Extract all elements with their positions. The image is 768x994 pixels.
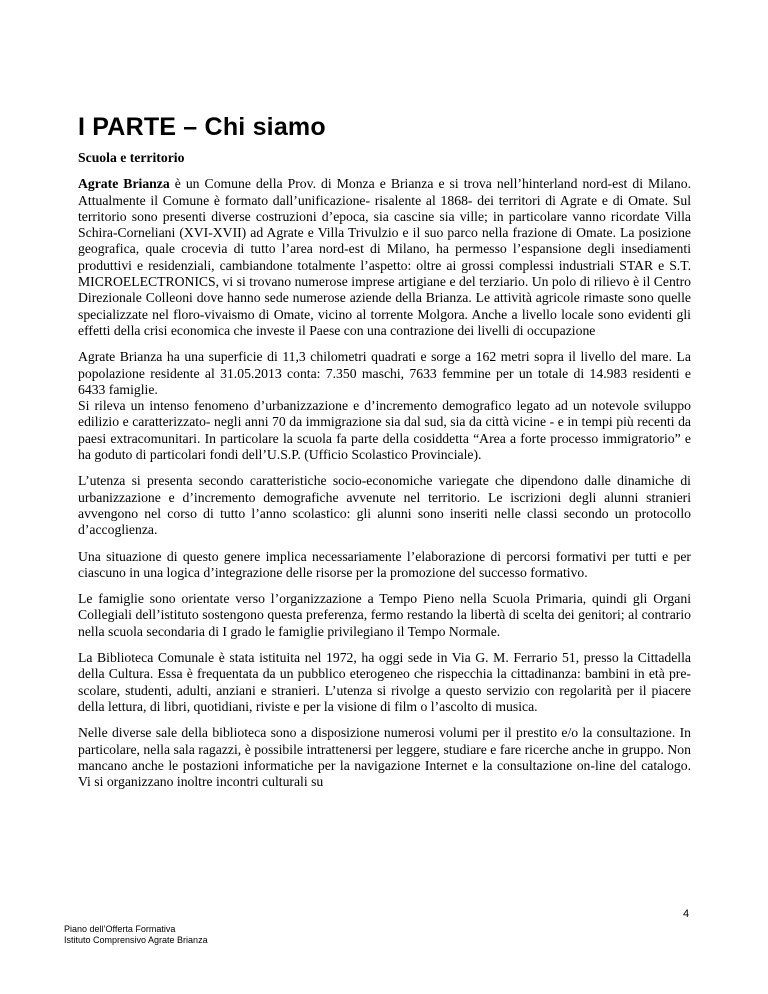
paragraph-4: Una situazione di questo genere implica necessariamente l’elaborazione di percorsi formativi per tutti e per ciascuno in una logica d’integrazione delle risorse per la promozione del successo formativo. (78, 548, 691, 580)
paragraph-7: Nelle diverse sale della biblioteca sono a disposizione numerosi volumi per il prestito e/o la consultazione. In particolare, nella sala ragazzi, è possibile intrattenersi per leggere, studiare e fare ricerche anche in gruppo. Non mancano anche le postazioni informatiche per la navigazione Internet e la consultazione on-line del catalogo. Vi si organizzano inoltre incontri culturali su (78, 725, 691, 790)
paragraph-2a: Agrate Brianza ha una superficie di 11,3 chilometri quadrati e sorge a 162 metri sopra il livello del mare. La popolazione residente al 31.05.2013 conta: 7.350 maschi, 7633 femmine per un totale di 14.983 residenti e 6433 famiglie. (78, 349, 691, 397)
footer-line-1: Piano dell’Offerta Formativa (64, 924, 176, 934)
paragraph-6: La Biblioteca Comunale è stata istituita nel 1972, ha oggi sede in Via G. M. Ferrario 51, presso la Cittadella della Cultura. Essa è frequentata da un pubblico eterogeneo che rispecchia la cittadinanza: bambini in età pre-scolare, studenti, adulti, anziani e stranieri. L’utenza si rivolge a questo servizio con regolarità per il piacere della lettura, di libri, quotidiani, riviste e per la visione di film o l’ascolto di musica. (78, 650, 691, 714)
paragraph-1 (78, 176, 691, 339)
document-body (78, 150, 691, 800)
page-number: 4 (683, 908, 690, 920)
paragraph-5: Le famiglie sono orientate verso l’organizzazione a Tempo Pieno nella Scuola Primaria, quindi gli Organi Collegiali dell’istituto sostengono questa preferenza, fermo restando la libertà di scelta dei genitori; al contrario nella scuola secondaria di I grado le famiglie privilegiano il Tempo Normale. (78, 591, 691, 639)
paragraph-2b: Si rileva un intenso fenomeno d’urbanizzazione e d’incremento demografico legato ad un notevole sviluppo edilizio e caratterizzato- negli anni 70 da immigrazione sia dal sud, sia da città vicine - e in tempi più recenti da paesi extracomunitari. In particolare la scuola fa parte della cosiddetta “Area a forte processo immigratorio” e ha goduto di particolari fondi dell’U.S.P. (Ufficio Scolastico Provinciale). (78, 398, 691, 463)
footer-line-2: Istituto Comprensivo Agrate Brianza (64, 935, 208, 945)
paragraph-1-lead: Agrate Brianza (78, 176, 170, 192)
page-footer (64, 924, 208, 946)
paragraph-1-text: è un Comune della Prov. di Monza e Brianza e si trova nell’hinterland nord-est di Milano. Attualmente il Comune è formato dall’unificazione- risalente al 1868- dei territori di Agrate e di Omate. Sul territorio sono presenti diverse costruzioni d’epoca, sia cascine sia ville; in particolare vanno ricordate Villa Schira-Corneliani (XVI-XVII) ad Agrate e Villa Trivulzio e il suo parco nella frazione di Omate. La posizione geografica, quale crocevia di tutto l’area nord-est di Milano, ha permesso l’espansione degli insediamenti produttivi e residenziali, cambiandone totalmente l’aspetto: oltre ai grossi complessi industriali STAR e S.T. MICROELECTRONICS, vi si trovano numerose imprese artigiane e del terziario. Un polo di rilievo è il Centro Direzionale Colleoni dove hanno sede numerose aziende della Brianza. Le attività agricole rimaste sono quelle specializzate nel floro-vivaismo di Omate, vicino al torrente Molgora. Anche a livello locale sono evidenti gli effetti della crisi economica che investe il Paese con una contrazione dei livelli di occupazione (78, 176, 691, 338)
paragraph-3: L’utenza si presenta secondo caratteristiche socio-economiche variegate che dipendono dalle dinamiche di urbanizzazione e d’incremento demografiche avvenute nel territorio. Le iscrizioni degli alunni stranieri avvengono nel corso di tutto l’anno scolastico: gli alunni sono inseriti nelle classi secondo un protocollo d’accoglienza. (78, 473, 691, 538)
section-title: Scuola e territorio (78, 150, 185, 165)
page-heading: I PARTE – Chi siamo (78, 113, 326, 141)
